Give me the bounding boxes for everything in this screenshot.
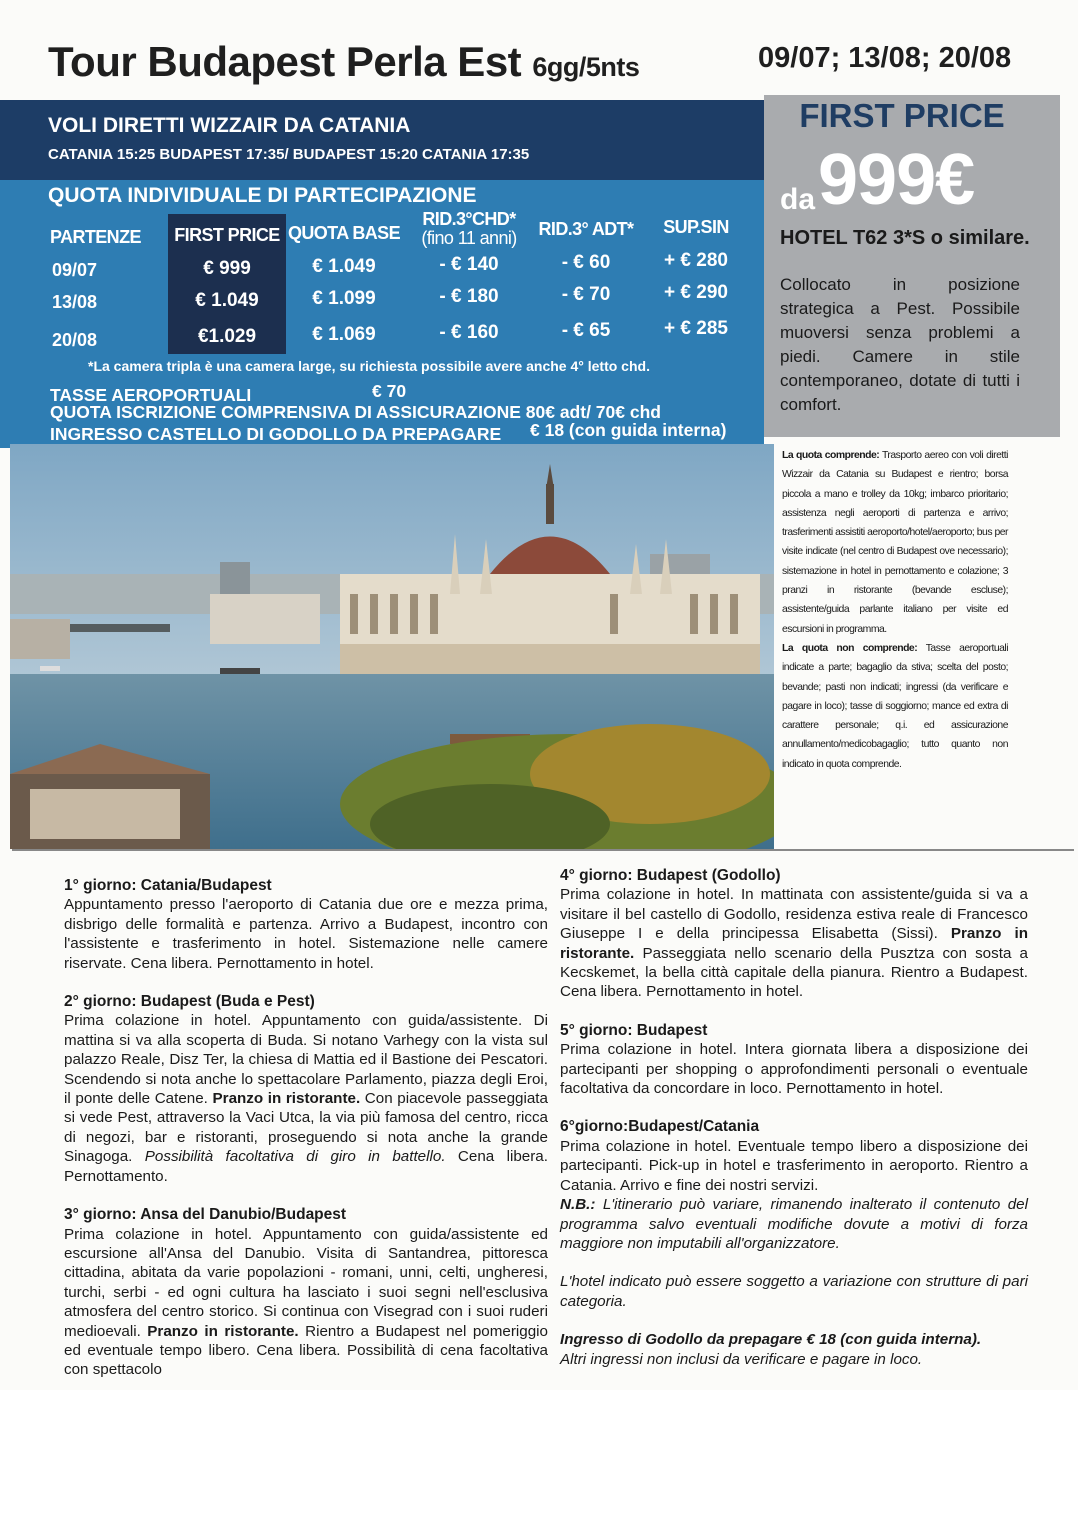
col-header-sup-sin: SUP.SIN [663, 217, 729, 237]
first-price-title: FIRST PRICE [799, 97, 1005, 134]
row-rid-chd: - € 160 [439, 322, 499, 343]
row-quota-base: € 1.049 [312, 256, 376, 277]
not-included-label: La quota non comprende: [782, 642, 918, 654]
row-first-price: € 999 [203, 258, 251, 279]
row-first-price: €1.029 [197, 326, 257, 347]
day3-evening: Cena libera. Possibilità di cena facoltativa con spettacolo [64, 1341, 548, 1379]
row-rid-adt: - € 65 [561, 320, 611, 341]
day2-title: 2° giorno: Budapest (Buda e Pest) [64, 993, 315, 1011]
day4-afternoon: Passeggiata nello scenario della Pusztza con sosta a Kecskemet, la bella città capitale della pianura. Rientro a Budapest. Cena libera. Pernottamento in hotel. [560, 944, 1028, 1001]
row-quota-base: € 1.069 [312, 324, 376, 345]
hotel-variation-note: L'hotel indicato può essere soggetto a variazione con strutture di pari categoria. [560, 1273, 1028, 1310]
included-label: La quota comprende: [782, 450, 880, 461]
price-table-block [0, 180, 764, 448]
price-heading: QUOTA INDIVIDUALE DI PARTECIPAZIONE [48, 184, 477, 207]
row-sup-sin: + € 280 [664, 250, 728, 271]
castle-entry-label: INGRESSO CASTELLO DI GODOLLO DA PREPAGARE [50, 424, 502, 444]
day3-lunch: Pranzo in ristorante. [147, 1322, 299, 1340]
day2-afternoon: Con piacevole passeggiata si vede Pest, attraverso la Vaci Utca, la via più famosa del centro, ricca di negozi, bar e ristoranti, proseguendo si nota anche la grande Sinagoga. [64, 1090, 548, 1166]
row-date: 13/08 [52, 292, 98, 312]
row-date: 20/08 [52, 330, 98, 350]
first-price-prefix: da [780, 183, 816, 216]
day3-morning: Prima colazione in hotel. Appuntamento con guida/assistente ed escursione all'Ansa del Danubio. Visita di Santandrea, pittoresca cittadina, abitata da varie popolazioni - romani, unni, celti, ungheresi, turchi, serbi - ed ogni cultura ha lasciato i suoi segni nell'esclusiva atmosfera del centro storico. Si continua con Visegrad con i suoi ruderi medioevali. [64, 1225, 548, 1340]
row-quota-base: € 1.099 [312, 288, 376, 309]
day2-text [64, 1011, 548, 1186]
departure-dates: 09/07; 13/08; 20/08 [758, 42, 1012, 74]
godollo-entry-note: Ingresso di Godollo da prepagare € 18 (con guida interna). [560, 1331, 982, 1349]
tour-duration: 6gg/5nts [532, 52, 640, 82]
nb-label: N.B.: [560, 1196, 596, 1214]
row-rid-adt: - € 70 [561, 284, 611, 305]
hotel-description: Collocato in posizione strategica a Pest. Possibile muoversi senza problemi a piedi. Camere in stile contemporaneo, dotate di tutti i comfort. [780, 275, 1020, 414]
airport-tax-value: € 70 [372, 381, 407, 401]
day1-text: Appuntamento presso l'aeroporto di Catania due ore e mezza prima, disbrigo delle formalità e partenza. Arrivo a Budapest, incontro con l'assistente e trasferimento in hotel. Sistemazione nelle camere riservate. Cena libera. Pernottamento in hotel. [64, 896, 548, 972]
first-price-panel [764, 95, 1060, 437]
day3-afternoon: Rientro a Budapest nel pomeriggio ed eventuale tempo libero. [64, 1322, 548, 1359]
other-entries-note: Altri ingressi non inclusi da verificare e pagare in loco. [560, 1350, 923, 1368]
day3-text [64, 1225, 548, 1380]
airport-tax-label: TASSE AEROPORTUALI [50, 385, 252, 405]
itinerary-left-column [64, 876, 548, 1380]
included-text: Trasporto aereo con voli diretti Wizzair da Catania su Budapest e rientro; borsa piccola a mano e trolley da 10kg; imbarco prioritario; assistenza negli aeroporti di partenza e arrivo; trasferimenti assistiti aeroporto/hotel/aeroporto; bus per visite indicate (nel centro di Budapest ove necessario); sistemazione in hotel in pernottamento e colazione; 3 pranzi in ristorante (bevande escluse); assistente/guida parlante italiano per visite ed escursioni in programma. [782, 450, 1008, 635]
row-sup-sin: + € 290 [664, 282, 728, 303]
day2-evening: Cena libera. Pernottamento. [64, 1148, 548, 1185]
col-header-rid-adt: RID.3° ADT* [538, 219, 634, 239]
col-header-quota-base: QUOTA BASE [287, 223, 400, 243]
not-included-text: Tasse aeroportuali indicate a parte; bagaglio da stiva; scelta del posto; bevande; pasti non indicati; ingressi (da verificare e pagare in loco); tasse di soggiorno; mance ed extra di carattere personale; q.i. ed assicurazione annullamento/medicobagaglio; tutto quanto non indicato in quota comprende. [782, 642, 1009, 770]
col-header-partenze: PARTENZE [50, 227, 141, 247]
day4-title: 4° giorno: Budapest (Godollo) [560, 867, 781, 884]
day1-title: 1° giorno: Catania/Budapest [64, 877, 272, 894]
day6-title: 6°giorno:Budapest/Catania [560, 1118, 760, 1136]
flight-info-bar [0, 100, 764, 180]
day4-morning: Prima colazione in hotel. In mattinata con assistente/guida si va a visitare il bel castello di Godollo, residenza estiva reale di Francesco Giuseppe I e della principessa Elisabetta (Sissi). [560, 886, 1028, 943]
col-header-rid-chd-line1: RID.3°CHD* [422, 209, 516, 229]
flights-schedule: CATANIA 15:25 BUDAPEST 17:35/ BUDAPEST 15:20 CATANIA 17:35 [48, 146, 530, 163]
nb-note [560, 1195, 1028, 1253]
itinerary-right-column [560, 866, 1028, 1369]
day2-lunch: Pranzo in ristorante. [212, 1090, 361, 1108]
row-rid-chd: - € 180 [439, 286, 499, 307]
row-rid-chd: - € 140 [439, 254, 499, 275]
row-sup-sin: + € 285 [664, 318, 728, 339]
day3-title: 3° giorno: Ansa del Danubio/Budapest [64, 1206, 347, 1224]
flights-heading: VOLI DIRETTI WIZZAIR DA CATANIA [48, 114, 411, 137]
day5-text: Prima colazione in hotel. Intera giornata libera a disposizione dei partecipanti per shopping o approfondimenti personali o eventuale facoltativa da concordare in loco. Pernottamento in hotel. [560, 1041, 1028, 1098]
triple-room-note: *La camera tripla è una camera large, su richiesta possibile avere anche 4° letto chd. [88, 358, 650, 374]
hotel-name: HOTEL T62 3*S o similare. [780, 227, 1030, 249]
day6-text: Prima colazione in hotel. Eventuale tempo libero a disposizione dei partecipanti. Pick-up in hotel e trasferimento in aeroporto. Rientro a Catania. Arrivo e fine dei nostri servizi. [560, 1137, 1028, 1194]
first-price-amount: 999€ [818, 140, 975, 220]
day2-morning: Prima colazione in hotel. Appuntamento con guida/assistente. Di mattina si va alla scoperta di Buda. Si notano Varhegy con la vista sul palazzo Reale, Disz Ter, la chiesa di Mattia ed il Bastione dei Pescatori. Scendendo si nota anche lo spettacolare Parlamento, piazza degli Eroi, il ponte delle Catene. [64, 1012, 548, 1108]
castle-entry-value: € 18 (con guida interna) [530, 420, 727, 440]
tour-title [48, 38, 639, 86]
section-divider [12, 849, 1074, 851]
day5-title: 5° giorno: Budapest [560, 1021, 708, 1039]
day4-lunch: Pranzo in ristorante. [560, 925, 1028, 962]
row-rid-adt: - € 60 [561, 252, 611, 273]
row-date: 09/07 [52, 260, 98, 280]
day4-text [560, 885, 1028, 1001]
tour-name: Tour Budapest Perla Est [48, 38, 522, 85]
col-header-first-price: FIRST PRICE [174, 225, 280, 245]
col-header-rid-chd [410, 210, 528, 248]
nb-text: L'itinerario può variare, rimanendo inalterato il contenuto del programma salvo eventuali modifiche dovute a motivi di forza maggiore non imputabili all'organizzatore. [560, 1196, 1028, 1252]
col-header-rid-chd-line2: (fino 11 anni) [421, 228, 517, 248]
day2-optional: Possibilità facoltativa di giro in battello. [144, 1148, 446, 1166]
registration-fee: QUOTA ISCRIZIONE COMPRENSIVA DI ASSICURAZIONE 80€ adt/ 70€ chd [50, 402, 661, 422]
quota-included-text [782, 446, 1008, 774]
row-first-price: € 1.049 [195, 290, 259, 311]
budapest-parliament-photo [10, 444, 774, 849]
